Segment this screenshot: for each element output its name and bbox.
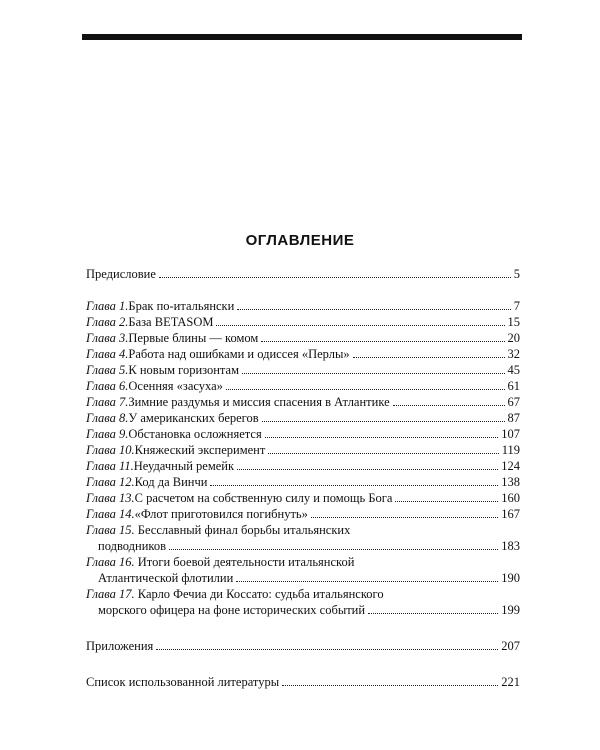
chapter-label: Глава 15. [86,523,135,537]
entry-page: 87 [507,411,520,425]
toc-entry-preface[interactable] [86,266,520,282]
chapter-label: Глава 8. [86,411,129,425]
entry-page: 160 [501,491,520,505]
table-of-contents [86,266,520,690]
toc-entry-chapter-12[interactable] [86,474,520,490]
chapter-label: Глава 1. [86,299,129,313]
dot-leader [268,453,498,454]
chapter-label: Глава 7. [86,395,129,409]
entry-title: С расчетом на собственную силу и помощь Бога [134,491,393,505]
chapter-label: Глава 9. [86,427,129,441]
chapter-label: Глава 10. [86,443,135,457]
entry-page: 190 [501,571,520,585]
entry-page: 32 [507,347,520,361]
entry-title: Первые блины — комом [128,331,259,345]
entry-title: Код да Винчи [134,475,208,489]
chapter-label: Глава 17. [86,587,135,601]
toc-entry-chapter-15-line-2[interactable] [86,538,520,554]
dot-leader [353,357,505,358]
toc-entry-chapter-4[interactable] [86,346,520,362]
toc-entry-chapter-17-line-2[interactable] [86,602,520,618]
toc-heading: ОГЛАВЛЕНИЕ [245,232,355,249]
chapter-label: Глава 16. [86,555,135,569]
dot-leader [282,685,498,686]
chapter-label: Глава 12. [86,475,135,489]
chapter-label: Глава 11. [86,459,134,473]
dot-leader [311,517,498,518]
entry-title-continued: подводников [98,539,166,553]
entry-title: Карло Фечиа ди Коссато: судьба итальянского [137,587,384,601]
entry-page: 119 [501,443,520,457]
entry-title: Зимние раздумья и миссия спасения в Атлантике [128,395,390,409]
entry-title: Обстановка осложняется [128,427,262,441]
toc-entry-chapter-2[interactable] [86,314,520,330]
entry-page: 45 [507,363,520,377]
entry-title: «Флот приготовился погибнуть» [134,507,308,521]
dot-leader [262,421,505,422]
dot-leader [226,389,505,390]
toc-entry-chapter-17-line-1[interactable] [86,586,520,602]
toc-entry-chapter-11[interactable] [86,458,520,474]
entry-page: 15 [507,315,520,329]
entry-title: Приложения [86,639,154,653]
chapter-label: Глава 4. [86,347,129,361]
dot-leader [210,485,498,486]
dot-leader [236,581,498,582]
dot-leader [265,437,499,438]
entry-title: Предисловие [86,267,156,281]
entry-title: К новым горизонтам [128,363,240,377]
entry-page: 5 [513,267,520,281]
dot-leader [216,325,504,326]
toc-entry-chapter-10[interactable] [86,442,520,458]
dot-leader [261,341,504,342]
toc-entry-chapter-14[interactable] [86,506,520,522]
entry-title-continued: Атлантической флотилии [98,571,234,585]
chapter-label: Глава 14. [86,507,135,521]
entry-page: 67 [507,395,520,409]
dot-leader [156,649,498,650]
toc-entry-chapter-13[interactable] [86,490,520,506]
entry-title: Работа над ошибками и одиссея «Перлы» [128,347,350,361]
entry-title: Итоги боевой деятельности итальянской [137,555,355,569]
toc-entry-chapter-7[interactable] [86,394,520,410]
toc-entry-chapter-9[interactable] [86,426,520,442]
entry-page: 199 [501,603,520,617]
top-rule [82,34,522,40]
toc-entry-chapter-3[interactable] [86,330,520,346]
toc-entry-chapter-16-line-2[interactable] [86,570,520,586]
toc-entry-chapter-15-line-1[interactable] [86,522,520,538]
entry-page: 167 [501,507,520,521]
entry-page: 183 [501,539,520,553]
entry-page: 61 [507,379,520,393]
dot-leader [368,613,498,614]
toc-entry-bibliography[interactable] [86,674,520,690]
entry-page: 221 [501,675,520,689]
chapter-label: Глава 5. [86,363,129,377]
chapter-label: Глава 6. [86,379,129,393]
toc-entry-chapter-16-line-1[interactable] [86,554,520,570]
dot-leader [169,549,498,550]
entry-title: Осенняя «засуха» [128,379,223,393]
dot-leader [237,469,498,470]
entry-title: Бесславный финал борьбы итальянских [137,523,351,537]
toc-entry-chapter-5[interactable] [86,362,520,378]
chapter-label: Глава 2. [86,315,129,329]
entry-page: 107 [501,427,520,441]
entry-page: 20 [507,331,520,345]
entry-title: База BETASOM [128,315,214,329]
dot-leader [393,405,505,406]
toc-entry-appendix[interactable] [86,638,520,654]
entry-title: Княжеский эксперимент [134,443,266,457]
entry-title: Неудачный ремейк [133,459,235,473]
toc-entry-chapter-1[interactable] [86,298,520,314]
entry-page: 138 [501,475,520,489]
chapter-label: Глава 13. [86,491,135,505]
dot-leader [242,373,504,374]
chapter-label: Глава 3. [86,331,129,345]
entry-page: 7 [513,299,520,313]
dot-leader [395,501,498,502]
entry-title: Список использованной литературы [86,675,280,689]
toc-entry-chapter-6[interactable] [86,378,520,394]
entry-page: 207 [501,639,520,653]
dot-leader [159,277,511,278]
entry-page: 124 [501,459,520,473]
entry-title: У американских берегов [128,411,259,425]
entry-title: Брак по-итальянски [128,299,235,313]
toc-entry-chapter-8[interactable] [86,410,520,426]
entry-title-continued: морского офицера на фоне исторических событий [98,603,366,617]
dot-leader [237,309,510,310]
